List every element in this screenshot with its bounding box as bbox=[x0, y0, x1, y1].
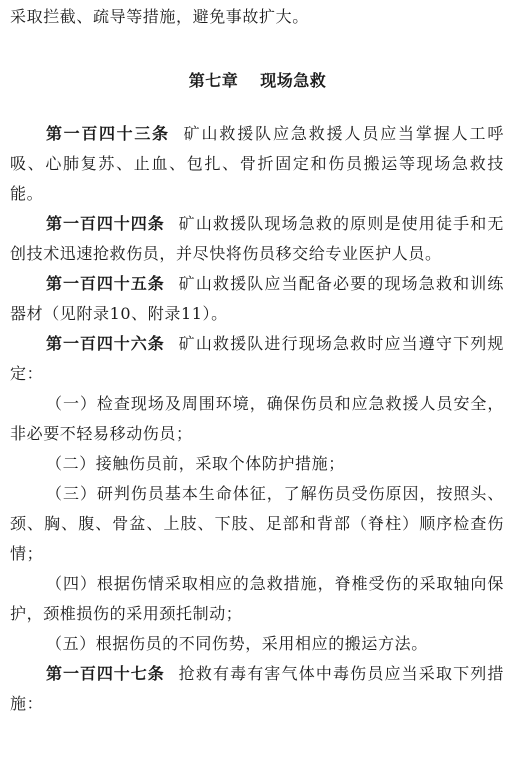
article-text: 矿山救援队现场急救的原则是使用徒手和无创技术迅速抢救伤员，并尽快将伤员移交给专业医护人员。 bbox=[10, 214, 504, 263]
article-text: 矿山救援队应当配备必要的现场急救和训练器材（见附录10、附录11）。 bbox=[10, 274, 504, 323]
chapter-number: 第七章 bbox=[188, 71, 239, 90]
article-text: 抢救有毒有害气体中毒伤员应当采取下列措施： bbox=[10, 664, 504, 713]
chapter-body bbox=[10, 119, 504, 719]
list-item: （三）研判伤员基本生命体征，了解伤员受伤原因，按照头、颈、胸、腹、骨盆、上肢、下肢、足部和背部（脊柱）顺序检查伤情； bbox=[10, 484, 504, 563]
article-146 bbox=[10, 329, 504, 389]
chapter-title: 现场急救 bbox=[260, 71, 327, 90]
list-item: （二）接触伤员前，采取个体防护措施； bbox=[46, 454, 345, 473]
list-item: （五）根据伤员的不同伤势，采用相应的搬运方法。 bbox=[46, 634, 428, 653]
article-147 bbox=[10, 659, 504, 719]
article-number: 第一百四十七条 bbox=[46, 664, 165, 683]
article-145 bbox=[10, 269, 504, 329]
article-number: 第一百四十五条 bbox=[46, 274, 165, 293]
article-number: 第一百四十三条 bbox=[46, 124, 170, 143]
article-144 bbox=[10, 209, 504, 269]
article-number: 第一百四十六条 bbox=[46, 334, 165, 353]
list-item: （一）检查现场及周围环境，确保伤员和应急救援人员安全，非必要不轻易移动伤员； bbox=[10, 394, 504, 443]
continued-paragraph: 采取拦截、疏导等措施，避免事故扩大。 bbox=[10, 7, 309, 26]
article-143 bbox=[10, 119, 504, 209]
article-text: 矿山救援队进行现场急救时应当遵守下列规定： bbox=[10, 334, 504, 383]
chapter-heading bbox=[0, 66, 515, 96]
article-text: 矿山救援队应急救援人员应当掌握人工呼吸、心肺复苏、止血、包扎、骨折固定和伤员搬运等现场急救技能。 bbox=[10, 124, 504, 203]
article-number: 第一百四十四条 bbox=[46, 214, 165, 233]
list-item: （四）根据伤情采取相应的急救措施，脊椎受伤的采取轴向保护，颈椎损伤的采用颈托制动； bbox=[10, 574, 504, 623]
